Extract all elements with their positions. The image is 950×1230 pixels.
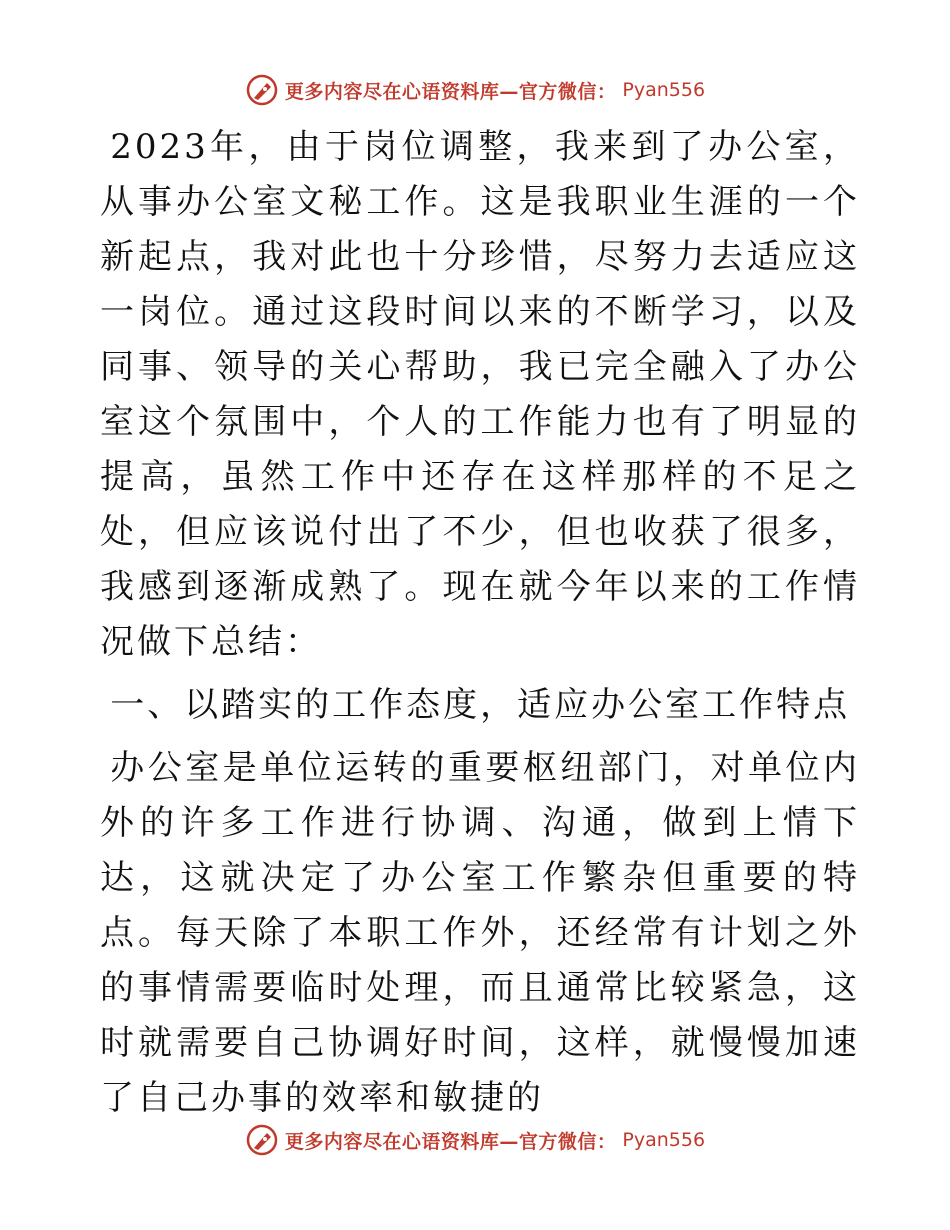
watermark-text: 更多内容尽在心语资料库—官方微信： — [284, 1130, 617, 1153]
watermark-banner-top — [0, 70, 950, 110]
document-body — [100, 120, 860, 1126]
pen-nib-logo-icon — [245, 1123, 279, 1157]
watermark-banner-bottom — [0, 1120, 950, 1160]
watermark-handle: Pyan556 — [622, 1129, 706, 1151]
paragraph-intro: 2023年，由于岗位调整，我来到了办公室，从事办公室文秘工作。这是我职业生涯的一个新起点，我对此也十分珍惜，尽努力去适应这一岗位。通过这段时间以来的不断学习，以及同事、领导的关心帮助，我已完全融入了办公室这个氛围中，个人的工作能力也有了明显的提高，虽然工作中还存在这样那样的不足之处，但应该说付出了不少，但也收获了很多，我感到逐渐成熟了。现在就今年以来的工作情况做下总结： — [100, 127, 860, 662]
watermark-text: 更多内容尽在心语资料库—官方微信： — [284, 80, 617, 103]
paragraph-office: 办公室是单位运转的重要枢纽部门，对单位内外的许多工作进行协调、沟通，做到上情下达，这就决定了办公室工作繁杂但重要的特点。每天除了本职工作外，还经常有计划之外的事情需要临时处理，而且通常比较紧急，这时就需要自己协调好时间，这样，就慢慢加速了自己办事的效率和敏捷的 — [100, 748, 860, 1118]
watermark-handle: Pyan556 — [622, 79, 706, 101]
pen-nib-logo-icon — [245, 73, 279, 107]
section-heading-1: 一、以踏实的工作态度，适应办公室工作特点 — [110, 685, 851, 725]
